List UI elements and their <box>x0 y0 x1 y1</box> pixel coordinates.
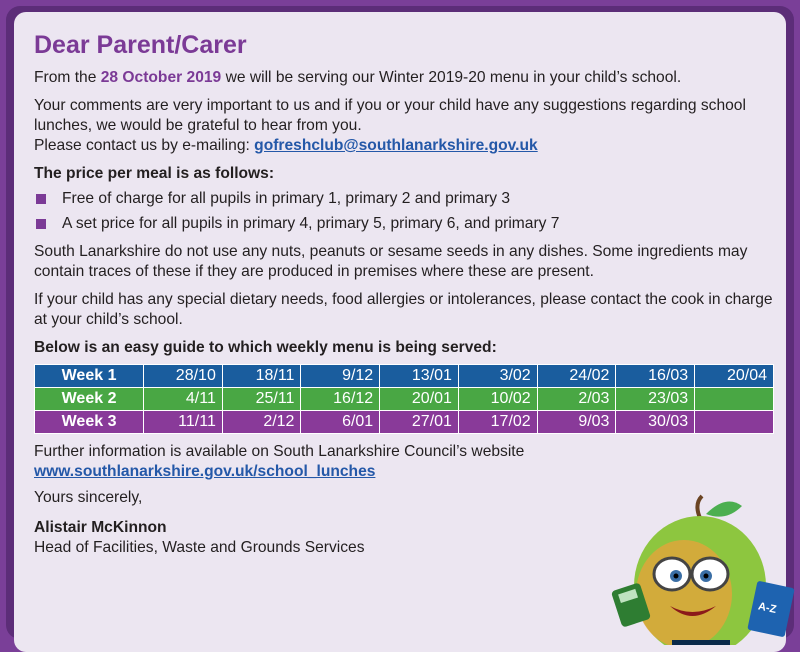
table-cell: 23/03 <box>616 388 695 411</box>
contact-prefix: Please contact us by e-mailing: <box>34 137 250 154</box>
table-cell: 25/11 <box>222 388 301 411</box>
square-bullet-icon <box>36 219 46 229</box>
table-cell: 11/11 <box>144 411 223 434</box>
table-cell: 27/01 <box>380 411 459 434</box>
table-cell: 6/01 <box>301 411 380 434</box>
table-cell: 2/12 <box>222 411 301 434</box>
table-cell: 10/02 <box>458 388 537 411</box>
table-cell: 20/01 <box>380 388 459 411</box>
signatory-name: Alistair McKinnon <box>34 519 167 536</box>
letter-content <box>34 30 774 558</box>
table-cell: 20/04 <box>695 365 774 388</box>
table-cell: 4/11 <box>144 388 223 411</box>
table-row <box>35 388 774 411</box>
contact-email-link[interactable]: gofreshclub@southlanarkshire.gov.uk <box>254 137 538 154</box>
closing-text: Yours sincerely, <box>34 489 143 506</box>
week-label: Week 1 <box>35 365 144 388</box>
apple-mascot-icon <box>602 494 800 645</box>
table-cell <box>695 411 774 434</box>
price-item <box>34 189 774 209</box>
guide-heading: Below is an easy guide to which weekly menu is being served: <box>34 339 497 356</box>
intro-suffix: we will be serving our Winter 2019-20 menu in your child’s school. <box>225 69 682 86</box>
svg-text:A-Z: A-Z <box>757 600 778 616</box>
price-item-text: A set price for all pupils in primary 4, primary 5, primary 6, and primary 7 <box>62 215 560 232</box>
table-cell: 18/11 <box>222 365 301 388</box>
intro-prefix: From the <box>34 69 97 86</box>
table-row <box>35 365 774 388</box>
table-cell: 3/02 <box>458 365 537 388</box>
table-cell: 16/12 <box>301 388 380 411</box>
table-cell: 13/01 <box>380 365 459 388</box>
table-cell: 9/03 <box>537 411 616 434</box>
price-item <box>34 214 774 234</box>
table-cell: 17/02 <box>458 411 537 434</box>
comments-paragraph <box>34 96 774 136</box>
week-label: Week 3 <box>35 411 144 434</box>
table-cell: 28/10 <box>144 365 223 388</box>
comments-text: Your comments are very important to us and if you or your child have any suggestions regarding school lunches, we would be grateful to hear from you. <box>34 97 746 134</box>
further-info-paragraph <box>34 442 774 482</box>
contact-paragraph <box>34 136 774 156</box>
signatory-title: Head of Facilities, Waste and Grounds Services <box>34 539 365 556</box>
allergens-paragraph: South Lanarkshire do not use any nuts, peanuts or sesame seeds in any dishes. Some ingredients may contain traces of these if they are produced in premises where these are present. <box>34 243 748 280</box>
table-cell: 24/02 <box>537 365 616 388</box>
week-label: Week 2 <box>35 388 144 411</box>
table-row <box>35 411 774 434</box>
table-cell <box>695 388 774 411</box>
table-cell: 2/03 <box>537 388 616 411</box>
intro-paragraph <box>34 68 774 88</box>
intro-date: 28 October 2019 <box>100 69 222 86</box>
price-item-text: Free of charge for all pupils in primary 1, primary 2 and primary 3 <box>62 190 511 207</box>
table-cell: 9/12 <box>301 365 380 388</box>
weekly-menu-table <box>34 364 774 434</box>
price-heading: The price per meal is as follows: <box>34 165 275 182</box>
square-bullet-icon <box>36 194 46 204</box>
further-info-text: Further information is available on South Lanarkshire Council’s website <box>34 443 525 460</box>
table-cell: 30/03 <box>616 411 695 434</box>
dietary-paragraph: If your child has any special dietary needs, food allergies or intolerances, please contact the cook in charge at your child’s school. <box>34 291 773 328</box>
website-link[interactable]: www.southlanarkshire.gov.uk/school_lunches <box>34 463 376 480</box>
price-list <box>34 189 774 234</box>
letter-heading: Dear Parent/Carer <box>34 31 247 59</box>
table-cell: 16/03 <box>616 365 695 388</box>
